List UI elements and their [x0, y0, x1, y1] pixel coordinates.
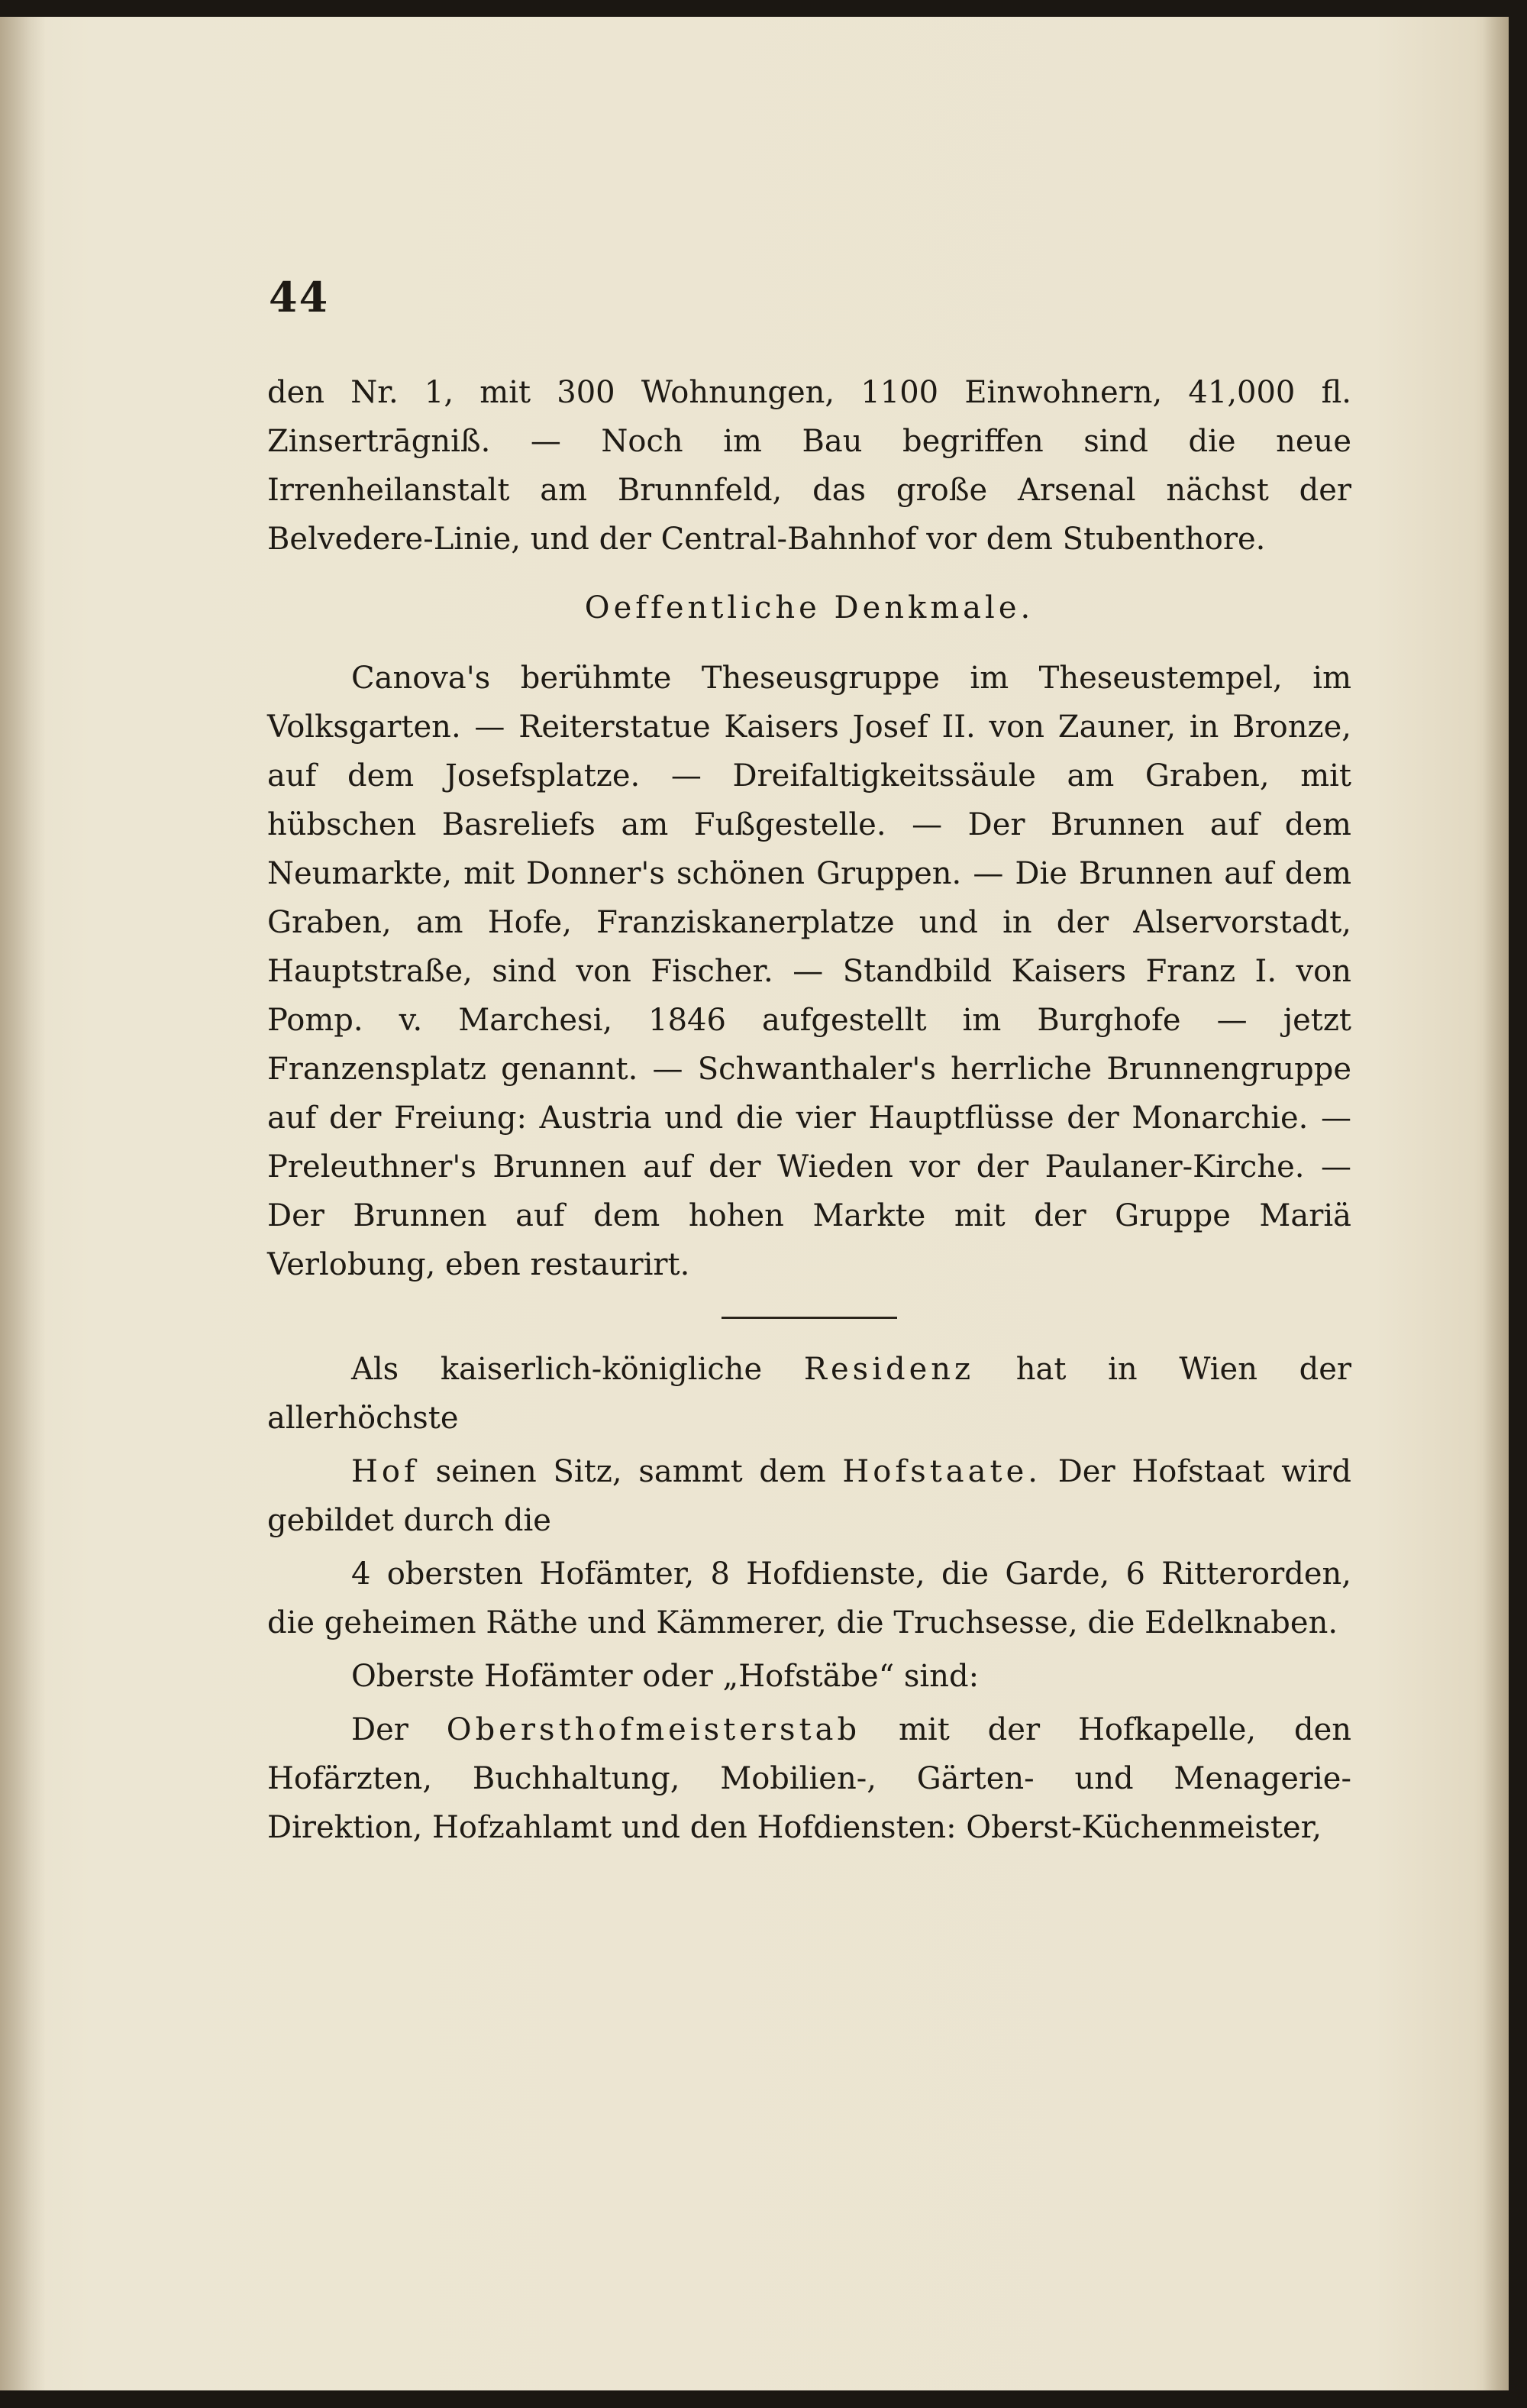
page-edge	[1483, 17, 1509, 2390]
court-staff-emphasis: Hofstaate.	[842, 1454, 1041, 1489]
paragraph-intro: den Nr. 1, mit 300 Wohnungen, 1100 Einwohnern, 41,000 fl. Zinsertrāgniß. — Noch im Bau begriffen sind die neue Irrenheilanstalt am Brunnfeld, das große Arsenal nächst der Belvedere-Linie, und der Central-Bahnhof vor dem Stubenthore.	[267, 375, 1351, 557]
residence-text-2: hat in Wien der allerhöchste	[267, 1352, 1352, 1436]
residence-emphasis: Residenz	[803, 1352, 975, 1387]
steward-text-1: Der	[351, 1712, 408, 1747]
paragraph-monuments: Canova's berühmte Theseusgruppe im Theseustempel, im Volksgarten. — Reiterstatue Kaisers Josef II. von Zauner, in Bronze, auf dem Josefsplatze. — Dreifaltigkeitssäule am Graben, mit hübschen Basreliefs am Fußgestelle. — Der Brunnen auf dem Neumarkte, mit Donner's schönen Gruppen. — Die Brunnen auf dem Graben, am Hofe, Franziskanerplatze und in der Alservorstadt, Hauptstraße, sind von Fischer. — Standbild Kaisers Franz I. von Pomp. v. Marchesi, 1846 aufgestellt im Burghofe — jetzt Franzensplatz genannt. — Schwanthaler's herrliche Brunnengruppe auf der Freiung: Austria und die vier Hauptflüsse der Monarchie. — Preleuthner's Brunnen auf der Wieden vor der Paulaner-Kirche. — Der Brunnen auf dem hohen Markte mit der Gruppe Mariä Verlobung, eben restaurirt.	[267, 661, 1351, 1282]
book-page	[0, 17, 1509, 2390]
court-emphasis: Hof	[351, 1454, 419, 1489]
court-text-1: seinen Sitz, sammt dem	[435, 1454, 826, 1489]
section-divider	[722, 1317, 897, 1319]
residence-text-1: Als kaiserlich-königliche	[351, 1352, 763, 1387]
paragraph-steward	[267, 1705, 1351, 1852]
court-text-2: Der Hofstaat wird gebildet durch die	[267, 1454, 1352, 1538]
paragraph-residence	[267, 1345, 1351, 1443]
section-heading: Oeffentliche Denkmale.	[584, 590, 1035, 625]
paragraph-court-offices: 4 obersten Hofämter, 8 Hofdienste, die Garde, 6 Ritterorden, die geheimen Räthe und Kämmerer, die Truchsesse, die Edelknaben.	[267, 1556, 1351, 1640]
steward-text-2: mit der Hofkapelle, den Hofärzten, Buchhaltung, Mobilien-, Gärten- und Menagerie-Direktion, Hofzahlamt und den Hofdiensten: Oberst-Küchenmeister,	[267, 1712, 1352, 1845]
binding-shadow	[0, 17, 46, 2390]
page-number: 44	[269, 273, 330, 322]
paragraph-court	[267, 1447, 1351, 1545]
paragraph-court-staffs: Oberste Hofämter oder „Hofstäbe“ sind:	[351, 1659, 980, 1694]
page-body	[267, 368, 1351, 1852]
steward-emphasis: Obersthofmeisterstab	[446, 1712, 861, 1747]
